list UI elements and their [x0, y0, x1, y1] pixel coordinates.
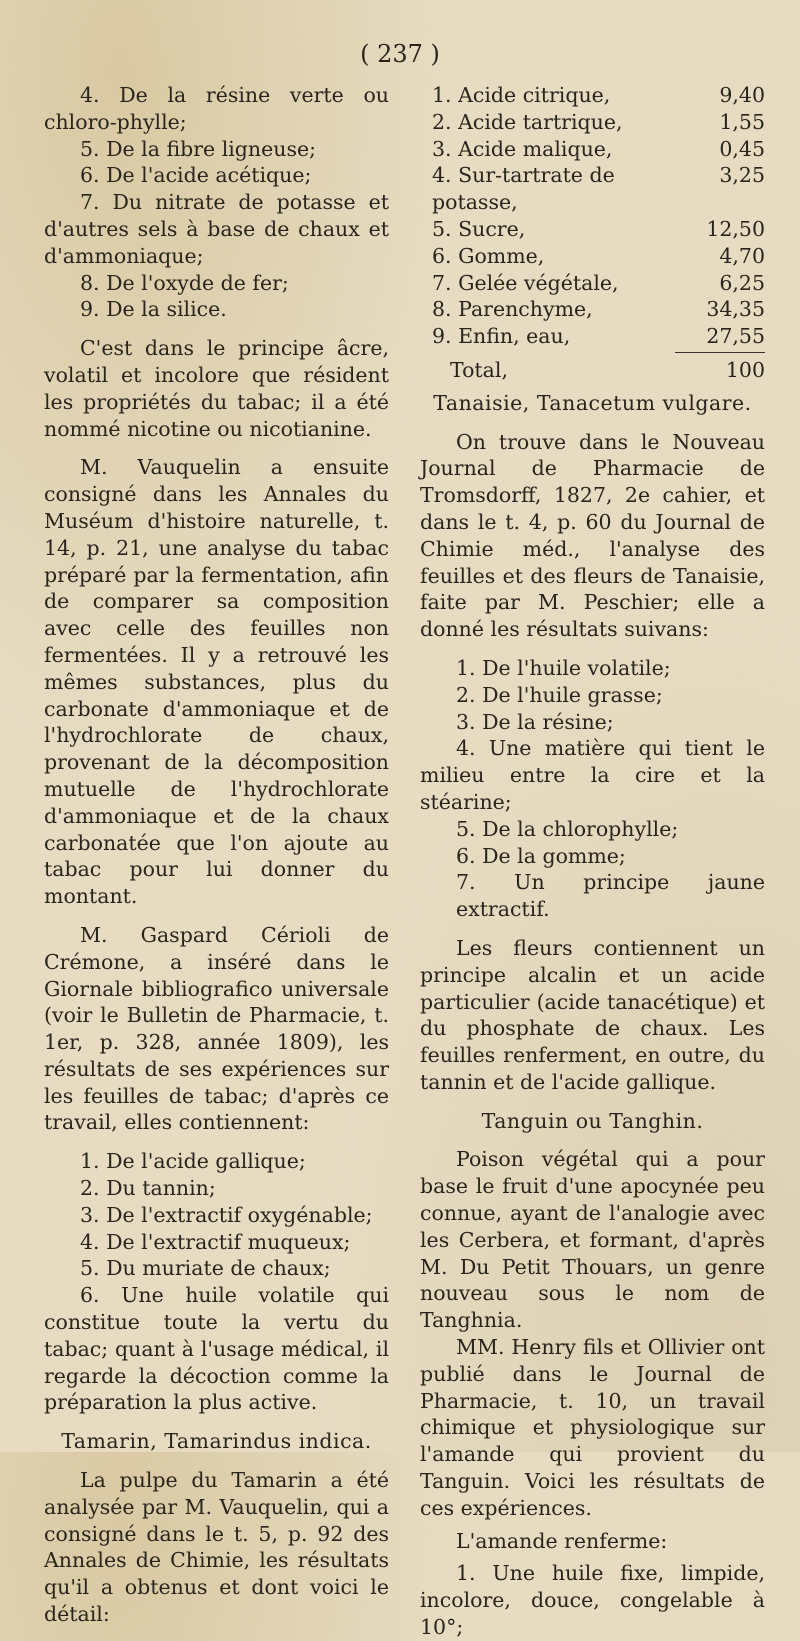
table-row — [420, 216, 765, 243]
list-item: 5. Du muriate de chaux; — [80, 1256, 331, 1281]
row-label: 8. Parenchyme, — [432, 297, 593, 322]
list-item: 2. De l'huile grasse; — [456, 682, 663, 707]
row-label: 2. Acide tartrique, — [432, 109, 623, 134]
list-item: 7. Un principe jaune extractif. — [456, 870, 765, 922]
row-value: 1,55 — [719, 109, 765, 134]
table-row — [420, 136, 765, 163]
row-value: 4,70 — [719, 243, 765, 268]
row-value: 9,40 — [719, 83, 765, 107]
right-column — [420, 82, 765, 1641]
list-item: 8. De l'oxyde de fer; — [80, 270, 289, 295]
list-item: 5. De la fibre ligneuse; — [80, 136, 317, 161]
list-item: 4. Une matière qui tient le milieu entre la cire et la stéarine; — [420, 736, 765, 814]
table-row — [420, 243, 765, 270]
list-item: 3. De la résine; — [456, 709, 614, 734]
list-item: 1. De l'huile volatile; — [456, 655, 671, 680]
table-row — [420, 323, 765, 350]
paragraph-nicotine: C'est dans le principe âcre, volatil et incolore que résident les propriétés du tabac; il a été nommé nicotine ou nicotianine. — [44, 336, 389, 441]
list-item: 6. Une huile volatile qui constitue toute la vertu du tabac; quant à l'usage médical, il regarde la décoction comme la préparation la plus active. — [44, 1283, 389, 1415]
paragraph-fleurs: Les fleurs contiennent un principe alcalin et un acide particulier (acide tanacétique) et du phosphate de chaux. Les feuilles renferment, en outre, du tannin et de l'acide gallique. — [420, 935, 765, 1094]
row-label: 3. Acide malique, — [432, 136, 613, 161]
row-value: 6,25 — [719, 270, 765, 295]
list-item: 4. De l'extractif muqueux; — [80, 1229, 351, 1254]
paragraph-vauquelin: M. Vauquelin a ensuite consigné dans les Annales du Muséum d'histoire naturelle, t. 14, p. 21, une analyse du tabac préparé par la fermentation, afin de comparer sa composition avec celle des feuilles non fermentées. Il y a retrouvé les mêmes substances, plus du carbonate d'ammoniaque et de l'hydrochlorate de chaux, provenant de la décomposition mutuelle de l'hydrochlorate d'ammoniaque et de la chaux carbonatée que l'on ajoute au tabac pour lui donner du montant. — [44, 455, 389, 909]
paragraph-henry: MM. Henry fils et Ollivier ont publié dans le Journal de Pharmacie, t. 10, un travail chimique et physiologique sur l'amande qui provient du Tanguin. Voici les résultats de ces expériences. — [420, 1335, 765, 1520]
list-item: 4. De la résine verte ou chloro-phylle; — [44, 83, 389, 134]
row-label: 6. Gomme, — [432, 243, 545, 268]
composition-table — [420, 82, 765, 384]
paragraph-tanguin: Poison végétal qui a pour base le fruit d'une apocynée peu connue, ayant de l'analogie avec les Cerbera, et formant, d'après M. Du Petit Thouars, un genre nouveau sous le nom de Tanghnia. — [420, 1147, 765, 1333]
left-column — [44, 82, 389, 1628]
paragraph-amande: L'amande renferme: — [456, 1528, 668, 1553]
table-row — [420, 109, 765, 136]
total-label: Total, — [450, 357, 508, 382]
paragraph-huile: 1. Une huile fixe, limpide, incolore, douce, congelable à 10°; — [420, 1561, 765, 1640]
table-row — [420, 82, 765, 109]
row-label: 1. Acide citrique, — [432, 83, 611, 107]
paragraph-tamarin: La pulpe du Tamarin a été analysée par M. Vauquelin, qui a consigné dans le t. 5, p. 92 des Annales de Chimie, les résultats qu'il a obtenus et dont voici le détail: — [44, 1468, 389, 1627]
list-item: 3. De l'extractif oxygénable; — [80, 1202, 373, 1227]
paragraph-tanaisie: On trouve dans le Nouveau Journal de Pharmacie de Tromsdorff, 1827, 2e cahier, et dans le t. 4, p. 60 du Journal de Chimie méd., l'analyse des feuilles et des fleurs de Tanaisie, faite par M. Peschier; elle a donné les résultats suivans: — [420, 429, 765, 642]
row-label: 4. Sur-tartrate de potasse, — [432, 163, 615, 215]
row-value: 3,25 — [719, 163, 765, 188]
row-value: 12,50 — [706, 216, 765, 241]
table-total — [420, 357, 765, 384]
table-row — [420, 162, 765, 216]
row-label: 5. Sucre, — [432, 216, 526, 241]
paragraph-cerioli: M. Gaspard Cérioli de Crémone, a inséré dans le Giornale bibliografico universale (voir le Bulletin de Pharmacie, t. 1er, p. 328, année 1809), les résultats de ses expériences sur les feuilles de tabac; d'après ce travail, elles contiennent: — [44, 922, 389, 1135]
total-divider — [675, 352, 765, 353]
row-value: 0,45 — [719, 136, 765, 161]
heading-tanguin: Tanguin ou Tanghin. — [481, 1108, 704, 1133]
list-item: 2. Du tannin; — [80, 1176, 216, 1201]
total-value: 100 — [725, 357, 765, 382]
row-value: 34,35 — [706, 297, 765, 322]
list-item: 5. De la chlorophylle; — [456, 816, 679, 841]
list-item: 6. De l'acide acétique; — [80, 163, 312, 188]
heading-tamarin: Tamarin, Tamarindus indica. — [61, 1429, 372, 1454]
page-number: ( 237 ) — [360, 40, 440, 68]
list-item: 1. De l'acide gallique; — [80, 1149, 306, 1174]
row-label: 7. Gelée végétale, — [432, 270, 619, 295]
list-item: 9. De la silice. — [80, 297, 227, 322]
list-item: 6. De la gomme; — [456, 843, 626, 868]
heading-tanaisie: Tanaisie, Tanacetum vulgare. — [433, 390, 752, 415]
table-row — [420, 270, 765, 297]
row-label: 9. Enfin, eau, — [432, 324, 571, 349]
row-value: 27,55 — [706, 324, 765, 349]
list-item: 7. Du nitrate de potasse et d'autres sels à base de chaux et d'ammoniaque; — [44, 190, 389, 268]
table-row — [420, 296, 765, 323]
